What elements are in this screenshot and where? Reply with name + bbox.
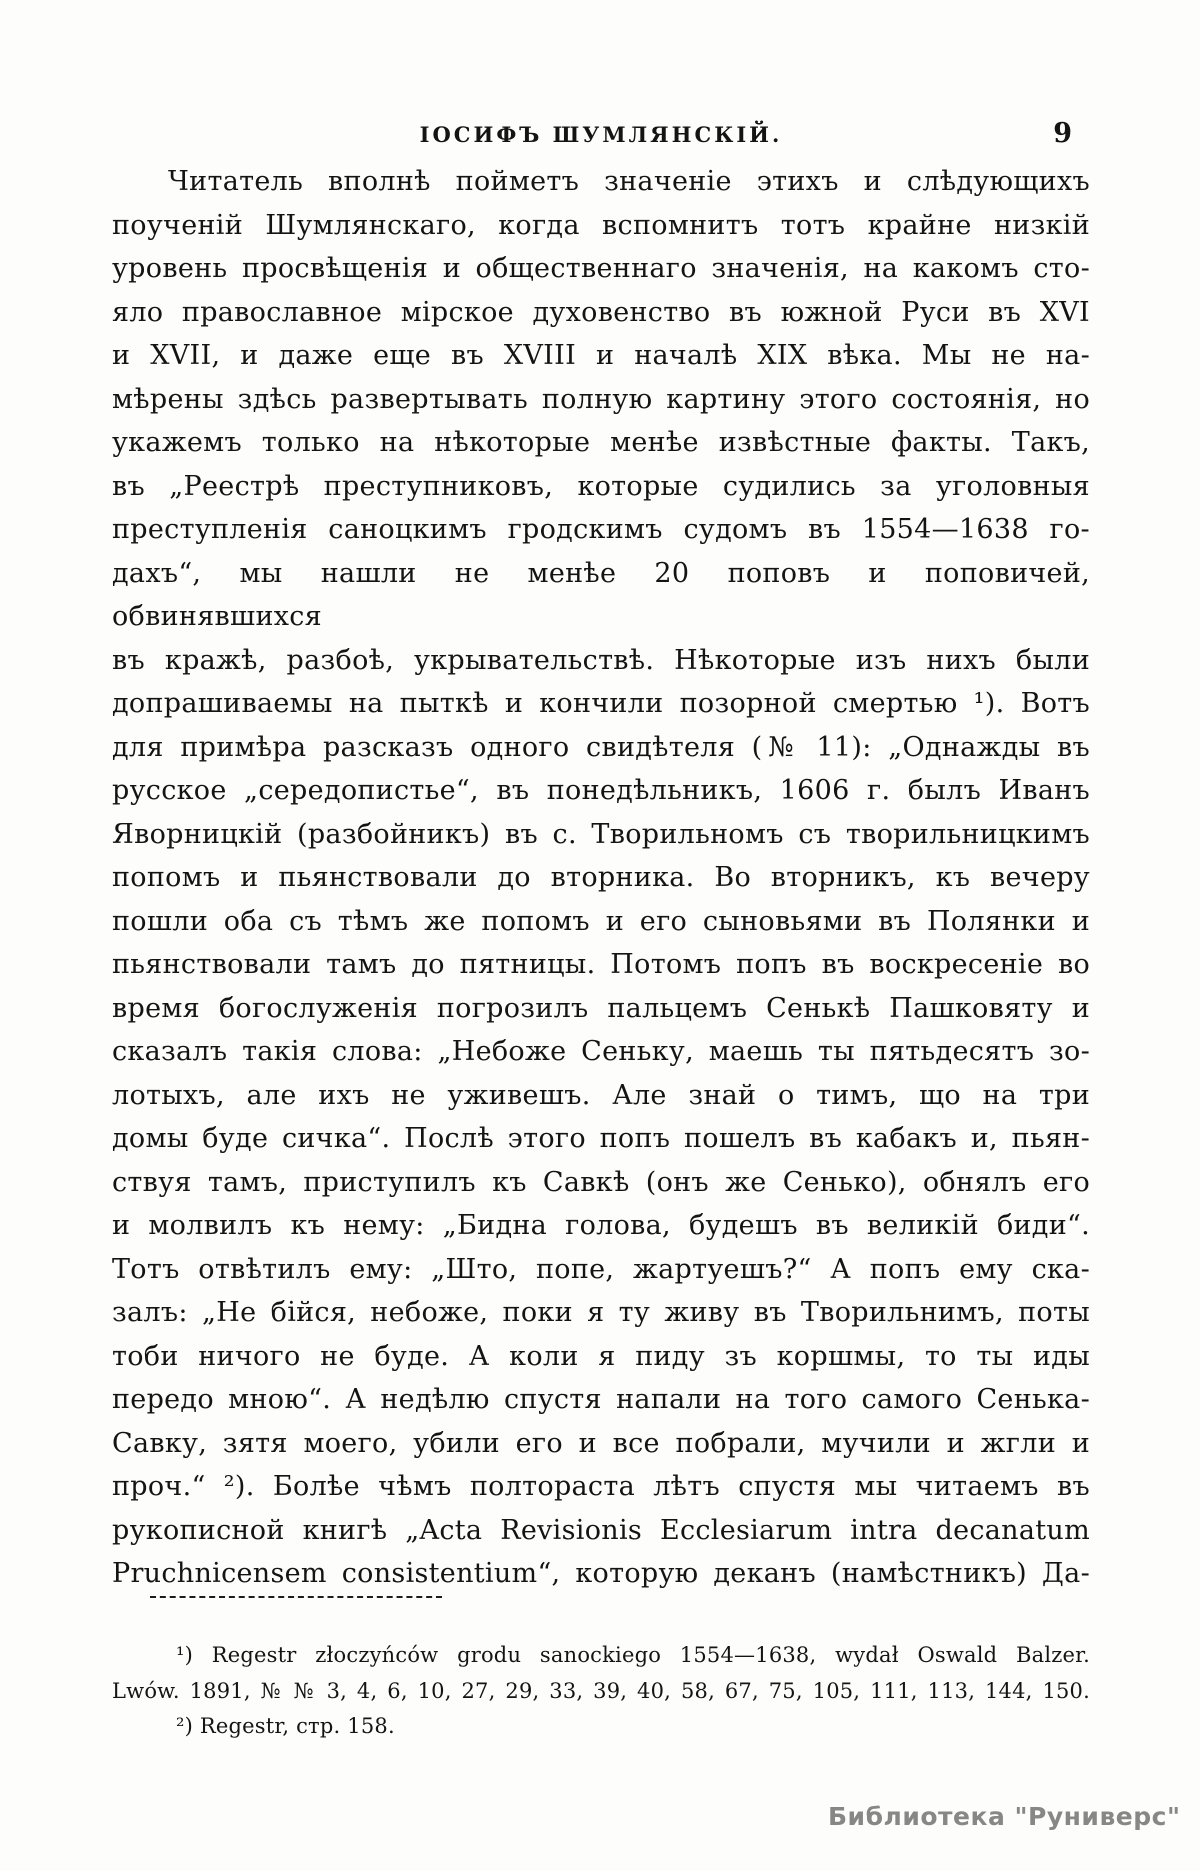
text-line: Тотъ отвѣтилъ ему: „Што, попе, жартуешъ?“ А попъ ему ска- [112,1253,1090,1285]
library-watermark: Библиотека "Руниверс" [828,1802,1181,1831]
text-line: тоби ничого не буде. А коли я пиду зъ коршмы, то ты иды [112,1340,1090,1372]
page-number: 9 [1053,118,1072,149]
text-line: лотыхъ, але ихъ не уживешъ. Але знай о тимъ, що на три [112,1079,1090,1111]
text-line: пошли оба съ тѣмъ же попомъ и его сыновьями въ Полянки и [112,905,1090,937]
text-line: передо мною“. А недѣлю спустя напали на того самого Сенька- [112,1384,1090,1415]
text-line: попомъ и пьянствовали до вторника. Во вторникъ, къ вечеру [112,862,1090,893]
text-line: яло православное мірское духовенство въ южной Руси въ XVI [112,296,1090,328]
running-head [112,118,1090,158]
text-line: пьянствовали тамъ до пятницы. Потомъ попъ въ воскресеніе во [112,949,1090,980]
footnotes [112,1638,1090,1745]
footnote-line-3: ²) Regestr, стр. 158. [176,1714,395,1738]
text-line: Савку, зятя моего, убили его и все побрали, мучили и жгли и [112,1427,1090,1459]
text-line: ствуя тамъ, приступилъ къ Савкѣ (онъ же Сенько), обнялъ его [112,1166,1090,1198]
page-title: ІОСИФЪ ШУМЛЯНСКІЙ. [419,122,783,147]
text-line: и молвилъ къ нему: „Бидна голова, будешъ въ великій биди“. [112,1210,1090,1241]
text-line: время богослуженія погрозилъ пальцемъ Сенькѣ Пашковяту и [112,992,1090,1024]
body-text [112,160,1090,1596]
text-line: Яворницкій (разбойникъ) въ с. Творильномъ съ творильницкимъ [112,818,1090,850]
text-line: въ кражѣ, разбоѣ, укрывательствѣ. Нѣкоторые изъ нихъ были [112,644,1090,676]
text-line: Pruchnicensem consistentium“, которую деканъ (намѣстникъ) Да- [112,1558,1090,1589]
text-line: допрашиваемы на пыткѣ и кончили позорной смертью ¹). Вотъ [112,688,1090,719]
text-line: домы буде сичка“. Послѣ этого попъ пошелъ въ кабакъ и, пьян- [112,1123,1090,1154]
footnote-divider [150,1596,442,1598]
text-line: укажемъ только на нѣкоторые менѣе извѣстные факты. Такъ, [112,427,1090,458]
text-line: уровень просвѣщенія и общественнаго значенія, на какомъ сто- [112,253,1090,284]
text-line: рукописной книгѣ „Acta Revisionis Ecclesiarum intra decanatum [112,1514,1090,1546]
text-line: въ „Реестрѣ преступниковъ, которые судились за уголовныя [112,470,1090,502]
text-line: дахъ“, мы нашли не менѣе 20 поповъ и поповичей, обвинявшихся [112,557,1090,632]
text-line: поученій Шумлянскаго, когда вспомнитъ тотъ крайне низкій [112,209,1090,241]
text-line: преступленія саноцкимъ гродскимъ судомъ въ 1554—1638 го- [112,514,1090,545]
text-line: и XVII, и даже еще въ XVIII и началѣ XIX вѣка. Мы не на- [112,340,1090,371]
text-line: залъ: „Не бійся, небоже, поки я ту живу въ Творильнимъ, поты [112,1297,1090,1328]
text-line: для примѣра разсказъ одного свидѣтеля (№ 11): „Однажды въ [112,731,1090,763]
text-line: Читатель вполнѣ пойметъ значеніе этихъ и слѣдующихъ [168,166,1090,197]
text-line: сказалъ такія слова: „Небоже Сеньку, маешь ты пятьдесятъ зо- [112,1036,1090,1067]
text-line: проч.“ ²). Болѣе чѣмъ полтораста лѣтъ спустя мы читаемъ въ [112,1471,1090,1502]
footnote-line-1: ¹) Regestr złoczyńców grodu sanockiego 1554—1638, wydał Oswald Balzer. [176,1643,1090,1667]
text-line: мѣрены здѣсь развертывать полную картину этого состоянія, но [112,383,1090,415]
footnote-line-2: Lwów. 1891, № № 3, 4, 6, 10, 27, 29, 33, 39, 40, 58, 67, 75, 105, 111, 113, 144, 150. [112,1678,1090,1703]
text-line: русское „середопистье“, въ понедѣльникъ, 1606 г. былъ Иванъ [112,775,1090,806]
